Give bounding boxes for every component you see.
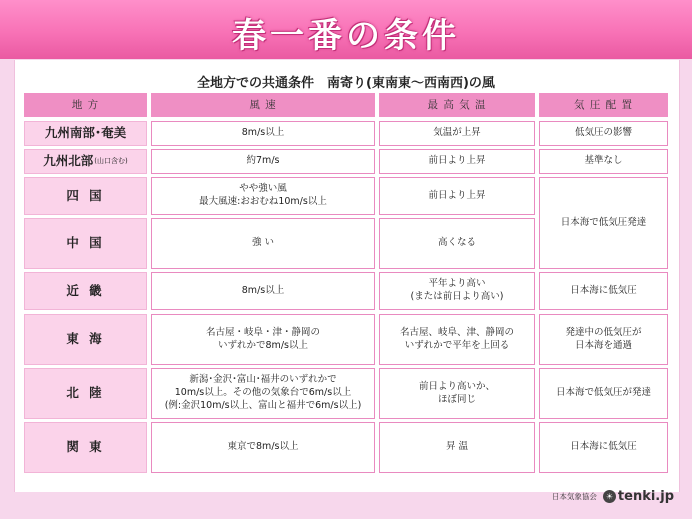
wind-cell: 東京で8m/s以上: [151, 422, 375, 473]
subtitle: 全地方での共通条件 南寄り(東南東〜西南西)の風: [197, 76, 495, 91]
header-region: 地 方: [24, 93, 147, 117]
footer: [552, 487, 674, 505]
region-name: 東 海: [66, 331, 105, 347]
row-region: [24, 177, 147, 215]
pressure-cell: 日本海に低気圧: [539, 422, 668, 473]
temp-cell: 昇 温: [379, 422, 535, 473]
pressure-cell: 日本海に低気圧: [539, 272, 668, 310]
temp-cell: 平年より高い (または前日より高い): [379, 272, 535, 310]
tenki-logo[interactable]: [603, 489, 674, 504]
wind-cell: 新潟･金沢･富山･福井のいずれかで 10m/s以上。その他の気象台で6m/s以上 (例:金沢10m/s以上、富山と福井で6m/s以上): [151, 368, 375, 419]
pressure-cell: 基準なし: [539, 149, 668, 174]
row-region: [24, 218, 147, 269]
temp-cell: 前日より上昇: [379, 149, 535, 174]
wind-cell: 8m/s以上: [151, 272, 375, 310]
pressure-cell: 発達中の低気圧が 日本海を通過: [539, 314, 668, 365]
temp-cell: 前日より上昇: [379, 177, 535, 215]
temp-cell: 気温が上昇: [379, 121, 535, 146]
temp-cell: 前日より高いか、 ほぼ同じ: [379, 368, 535, 419]
region-name: 四 国: [66, 187, 105, 203]
header-wind: 風 速: [151, 93, 375, 117]
row-region: [24, 314, 147, 365]
wind-cell: やや強い風 最大風速:おおむね10m/s以上: [151, 177, 375, 215]
wind-cell: 約7m/s: [151, 149, 375, 174]
row-region: [24, 149, 147, 174]
region-name: 中 国: [66, 235, 105, 251]
pressure-cell: 低気圧の影響: [539, 121, 668, 146]
footer-org: 日本気象協会: [551, 491, 597, 501]
header-pressure: 気 圧 配 置: [539, 93, 668, 117]
region-name: 近 畿: [66, 282, 105, 298]
header-temperature: 最 高 気 温: [379, 93, 535, 117]
region-name: 九州南部･奄美: [44, 125, 127, 141]
sun-icon: ☀: [603, 490, 616, 503]
row-region: [24, 121, 147, 146]
row-region: [24, 272, 147, 310]
temp-cell: 高くなる: [379, 218, 535, 269]
region-name: 九州北部: [43, 153, 94, 169]
wind-cell: 8m/s以上: [151, 121, 375, 146]
region-name: 関 東: [66, 439, 105, 455]
temp-cell: 名古屋、岐阜、津、静岡の いずれかで平年を上回る: [379, 314, 535, 365]
wind-cell: 名古屋・岐阜・津・静岡の いずれかで8m/s以上: [151, 314, 375, 365]
row-region: [24, 422, 147, 473]
wind-cell: 強 い: [151, 218, 375, 269]
title-banner: [0, 0, 692, 59]
logo-text: tenki.jp: [617, 488, 674, 504]
region-note: (山口含む): [94, 156, 128, 165]
region-name: 北 陸: [66, 385, 105, 401]
pressure-cell: 日本海で低気圧発達: [539, 177, 668, 269]
pressure-cell: 日本海で低気圧が発達: [539, 368, 668, 419]
row-region: [24, 368, 147, 419]
page-title: 春一番の条件: [232, 16, 460, 56]
